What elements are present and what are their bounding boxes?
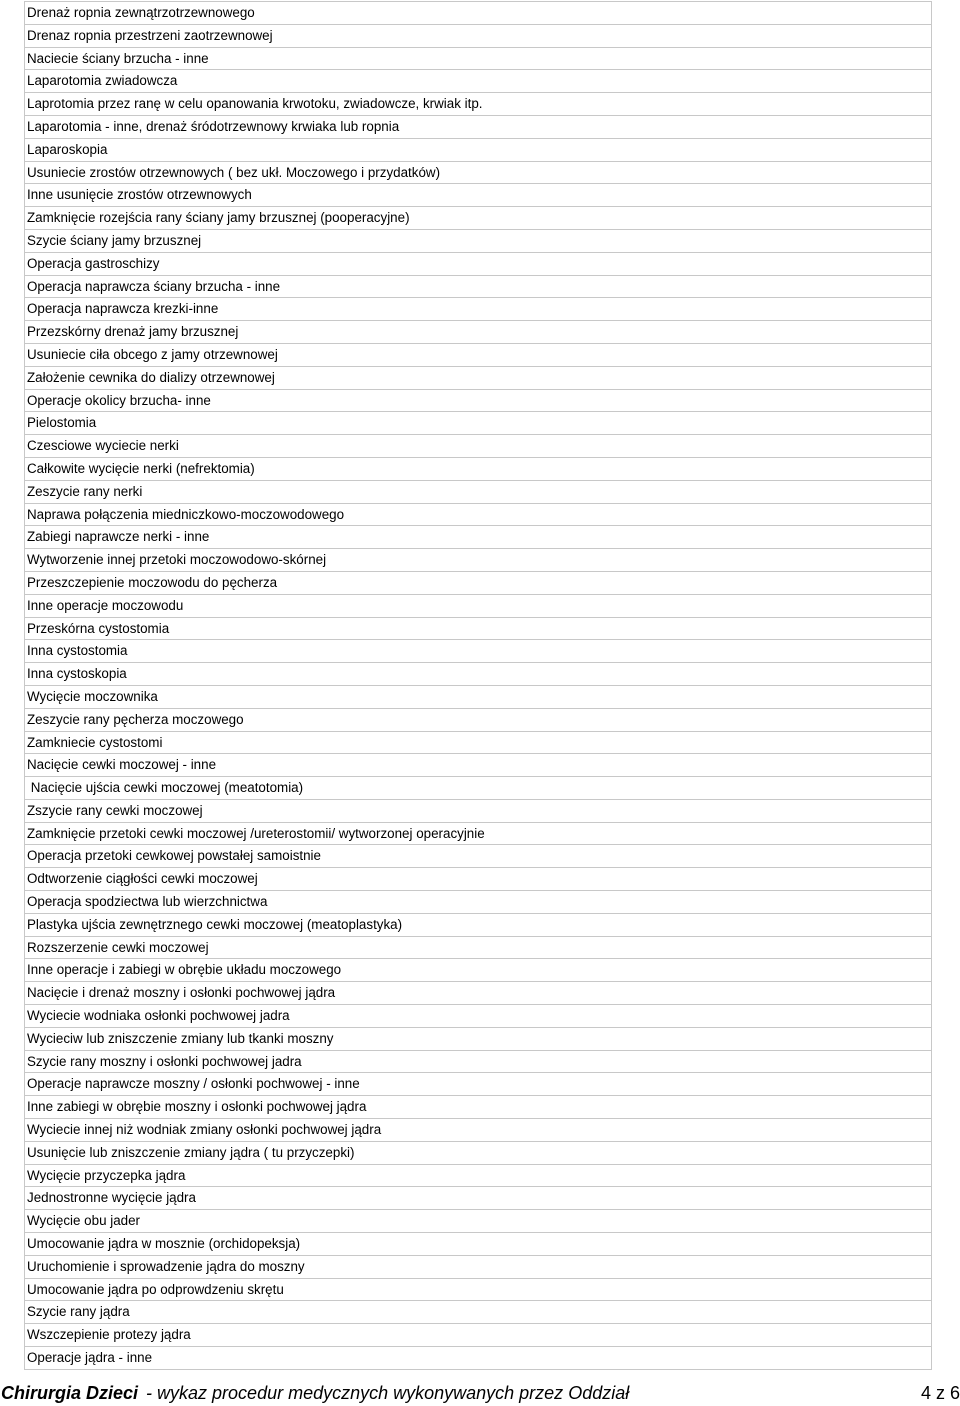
procedure-name-cell: Operacja naprawcza krezki-inne [25,298,932,321]
table-row [25,913,932,936]
table-row [25,1301,932,1324]
procedure-name-cell: Inne operacje i zabiegi w obrębie układu moczowego [25,959,932,982]
procedure-name-cell: Laparotomia - inne, drenaż śródotrzewnowy krwiaka lub ropnia [25,115,932,138]
table-row [25,275,932,298]
table-row [25,1073,932,1096]
page-footer [0,1380,960,1406]
procedure-name-cell: Inne zabiegi w obrębie moszny i osłonki pochwowej jądra [25,1096,932,1119]
table-row [25,24,932,47]
procedure-name-cell: Pielostomia [25,412,932,435]
table-row [25,2,932,25]
table-row [25,70,932,93]
procedure-name-cell: Wycięcie obu jader [25,1210,932,1233]
procedure-name-cell: Wszczepienie protezy jądra [25,1324,932,1347]
procedure-name-cell: Nacięcie cewki moczowej - inne [25,754,932,777]
procedure-name-cell: Nacięcie i drenaż moszny i osłonki pochwowej jądra [25,982,932,1005]
procedure-name-cell: Szycie rany jądra [25,1301,932,1324]
table-row [25,298,932,321]
procedure-name-cell: Operacja spodziectwa lub wierzchnictwa [25,891,932,914]
table-row [25,412,932,435]
table-row [25,47,932,70]
table-row [25,1141,932,1164]
table-row [25,1005,932,1028]
procedure-name-cell: Plastyka ujścia zewnętrznego cewki moczowej (meatoplastyka) [25,913,932,936]
table-row [25,457,932,480]
table-row [25,93,932,116]
table-row [25,754,932,777]
procedure-name-cell: Operacje okolicy brzucha- inne [25,389,932,412]
table-row [25,1164,932,1187]
footer-page-number: 4 z 6 [920,1383,960,1403]
procedure-name-cell: Odtworzenie ciągłości cewki moczowej [25,868,932,891]
table-row [25,207,932,230]
table-row [25,389,932,412]
table-row [25,435,932,458]
procedure-name-cell: Wytworzenie innej przetoki moczowodowo-skórnej [25,549,932,572]
procedure-name-cell: Założenie cewnika do dializy otrzewnowej [25,366,932,389]
table-row [25,1187,932,1210]
table-row [25,184,932,207]
procedure-name-cell: Inne operacje moczowodu [25,594,932,617]
procedure-table-body [25,2,932,1370]
table-row [25,663,932,686]
table-row [25,617,932,640]
table-row [25,549,932,572]
table-row [25,731,932,754]
procedure-name-cell: Jednostronne wycięcie jądra [25,1187,932,1210]
table-row [25,366,932,389]
procedure-name-cell: Operacja gastroschizy [25,252,932,275]
procedure-name-cell: Wycieciw lub zniszczenie zmiany lub tkanki moszny [25,1027,932,1050]
procedure-name-cell: Naprawa połączenia miedniczkowo-moczowodowego [25,503,932,526]
procedure-name-cell: Zamknięcie rozejścia rany ściany jamy brzusznej (pooperacyjne) [25,207,932,230]
procedure-name-cell: Inna cystoskopia [25,663,932,686]
procedure-name-cell: Zszycie rany cewki moczowej [25,799,932,822]
table-row [25,708,932,731]
table-row [25,229,932,252]
table-row [25,1233,932,1256]
table-row [25,982,932,1005]
table-row [25,503,932,526]
table-row [25,1255,932,1278]
procedure-name-cell: Wyciecie wodniaka osłonki pochwowej jadra [25,1005,932,1028]
table-row [25,1119,932,1142]
table-row [25,321,932,344]
procedure-name-cell: Usuniecie zrostów otrzewnowych ( bez ukł. Moczowego i przydatków) [25,161,932,184]
procedure-name-cell: Laprotomia przez ranę w celu opanowania krwotoku, zwiadowcze, krwiak itp. [25,93,932,116]
table-row [25,822,932,845]
table-row [25,936,932,959]
footer-description: - wykaz procedur medycznych wykonywanych przez Oddział [146,1383,630,1403]
table-row [25,891,932,914]
procedure-name-cell: Umocowanie jądra po odprowdzeniu skrętu [25,1278,932,1301]
procedure-name-cell: Usunięcie lub zniszczenie zmiany jądra ( tu przyczepki) [25,1141,932,1164]
procedure-name-cell: Szycie rany moszny i osłonki pochwowej jadra [25,1050,932,1073]
procedure-name-cell: Wyciecie innej niż wodniak zmiany osłonki pochwowej jądra [25,1119,932,1142]
procedure-name-cell: Operacje jądra - inne [25,1347,932,1370]
procedure-name-cell: Operacje naprawcze moszny / osłonki pochwowej - inne [25,1073,932,1096]
procedure-name-cell: Zamknięcie przetoki cewki moczowej /ureterostomii/ wytworzonej operacyjnie [25,822,932,845]
procedure-name-cell: Umocowanie jądra w mosznie (orchidopeksja) [25,1233,932,1256]
procedure-name-cell: Szycie ściany jamy brzusznej [25,229,932,252]
table-row [25,1278,932,1301]
table-row [25,1347,932,1370]
table-row [25,640,932,663]
table-row [25,343,932,366]
table-row [25,777,932,800]
table-row [25,799,932,822]
table-row [25,1210,932,1233]
table-row [25,571,932,594]
procedure-name-cell: Laparotomia zwiadowcza [25,70,932,93]
procedure-name-cell: Przezskórny drenaż jamy brzusznej [25,321,932,344]
table-row [25,1096,932,1119]
table-row [25,845,932,868]
table-row [25,252,932,275]
table-row [25,161,932,184]
procedure-name-cell: Inne usunięcie zrostów otrzewnowych [25,184,932,207]
table-row [25,480,932,503]
procedure-name-cell: Drenaż ropnia zewnątrzotrzewnowego [25,2,932,25]
procedure-name-cell: Operacja przetoki cewkowej powstałej samoistnie [25,845,932,868]
procedure-name-cell: Naciecie ściany brzucha - inne [25,47,932,70]
table-row [25,959,932,982]
procedure-name-cell: Drenaz ropnia przestrzeni zaotrzewnowej [25,24,932,47]
procedure-name-cell: Przeskórna cystostomia [25,617,932,640]
procedure-name-cell: Wycięcie moczownika [25,685,932,708]
procedure-name-cell: Laparoskopia [25,138,932,161]
table-row [25,1027,932,1050]
procedure-name-cell: Zeszycie rany nerki [25,480,932,503]
procedure-name-cell: Usuniecie ciła obcego z jamy otrzewnowej [25,343,932,366]
procedure-name-cell: Wycięcie przyczepka jądra [25,1164,932,1187]
procedure-name-cell: Zamkniecie cystostomi [25,731,932,754]
procedure-table [24,1,932,1370]
table-row [25,868,932,891]
procedure-name-cell: Zeszycie rany pęcherza moczowego [25,708,932,731]
table-row [25,526,932,549]
procedure-name-cell: Zabiegi naprawcze nerki - inne [25,526,932,549]
procedure-name-cell: Operacja naprawcza ściany brzucha - inne [25,275,932,298]
procedure-name-cell: Nacięcie ujścia cewki moczowej (meatotomia) [25,777,932,800]
table-row [25,1050,932,1073]
footer-department: Chirurgia Dzieci [1,1383,139,1403]
procedure-name-cell: Uruchomienie i sprowadzenie jądra do moszny [25,1255,932,1278]
table-row [25,685,932,708]
procedure-name-cell: Całkowite wycięcie nerki (nefrektomia) [25,457,932,480]
table-row [25,594,932,617]
procedure-name-cell: Inna cystostomia [25,640,932,663]
procedure-name-cell: Przeszczepienie moczowodu do pęcherza [25,571,932,594]
table-row [25,115,932,138]
procedure-name-cell: Czesciowe wyciecie nerki [25,435,932,458]
procedure-name-cell: Rozszerzenie cewki moczowej [25,936,932,959]
table-row [25,138,932,161]
table-row [25,1324,932,1347]
